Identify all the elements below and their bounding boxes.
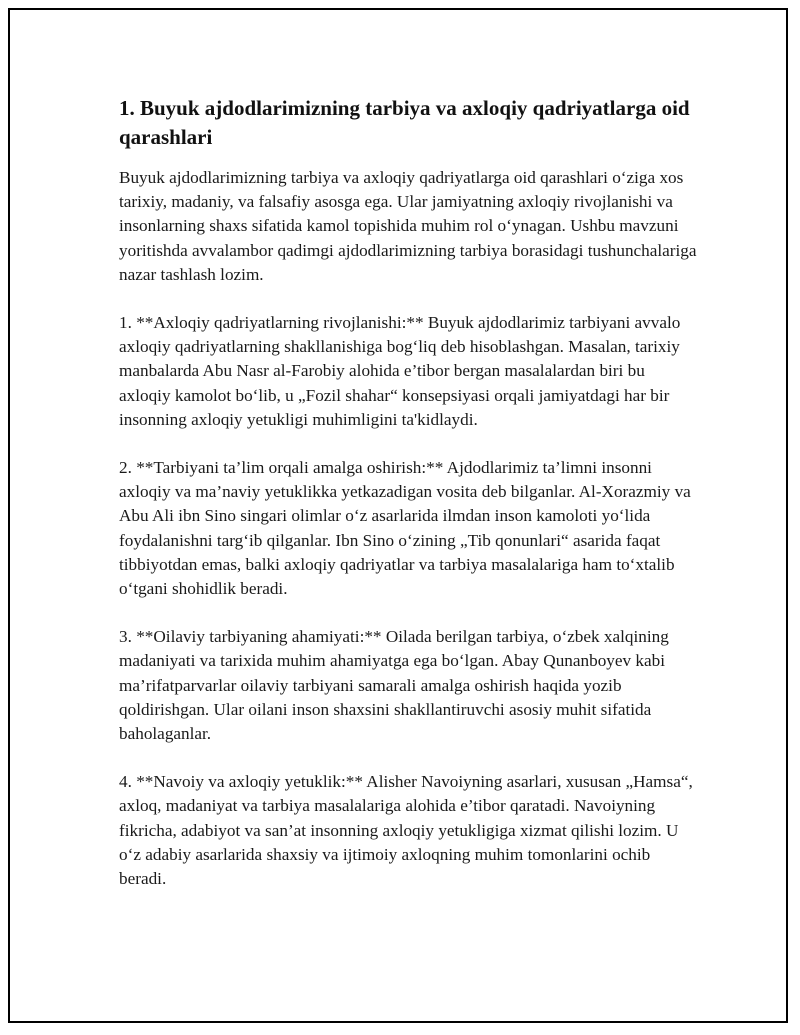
intro-paragraph: Buyuk ajdodlarimizning tarbiya va axloqiy qadriyatlarga oid qarashlari o‘ziga xos tarixiy, madaniy, va falsafiy asosga ega. Ular jamiyatning axloqiy rivojlanishi va insonlarning shaxs sifatida kamol topishida muhim rol o‘ynagan. Ushbu mavzuni yoritishda avvalambor qadimgi ajdodlarimizning tarbiya borasidagi tushunchalariga nazar tashlash lozim. [119, 168, 697, 284]
section-paragraph-2: 2. **Tarbiyani ta’lim orqali amalga oshirish:** Ajdodlarimiz ta’limni insonni axloqiy va ma’naviy yetuklikka yetkazadigan vosita deb bilganlar. Al-Xorazmiy va Abu Ali ibn Sino singari olimlar o‘z asarlarida ilmdan inson kamoloti yo‘lida foydalanishni targ‘ib qilganlar. Ibn Sino o‘zining „Tib qonunlari“ asarida faqat tibbiyotdan emas, balki axloqiy qadriyatlar va tarbiya masalalariga ham to‘xtalib o‘tgani shohidlik beradi. [119, 458, 691, 599]
section-paragraph-1: 1. **Axloqiy qadriyatlarning rivojlanishi:** Buyuk ajdodlarimiz tarbiyani avvalo axloqiy qadriyatlarning shakllanishiga bog‘liq deb hisoblashgan. Masalan, tarixiy manbalarda Abu Nasr al-Farobiy alohida e’tibor bergan masalalardan biri bu axloqiy kamolot bo‘lib, u „Fozil shahar“ konsepsiyasi orqali jamiyatdagi har bir insonning axloqiy yetukligi muhimligini ta'kidlaydi. [119, 313, 681, 429]
document-body [119, 94, 699, 915]
section-paragraph-4: 4. **Navoiy va axloqiy yetuklik:** Alisher Navoiyning asarlari, xususan „Hamsa“, axloq, madaniyat va tarbiya masalalariga alohida e’tibor qaratadi. Navoiyning fikricha, adabiyot va san’at insonning axloqiy yetukligiga xizmat qilishi lozim. U o‘z adabiy asarlarida shaxsiy va ijtimoiy axloqning muhim tomonlarini ochib beradi. [119, 772, 693, 889]
page-frame [8, 8, 788, 1023]
document-title: 1. Buyuk ajdodlarimizning tarbiya va axloqiy qadriyatlarga oid qarashlari [119, 96, 690, 149]
section-paragraph-3: 3. **Oilaviy tarbiyaning ahamiyati:** Oilada berilgan tarbiya, o‘zbek xalqining madaniyati va tarixida muhim ahamiyatga ega bo‘lgan. Abay Qunanboyev kabi ma’rifatparvarlar oilaviy tarbiyani samarali amalga oshirish haqida yozib qoldirishgan. Ular oilani inson shaxsini shakllantiruvchi asosiy muhit sifatida baholaganlar. [119, 627, 669, 744]
